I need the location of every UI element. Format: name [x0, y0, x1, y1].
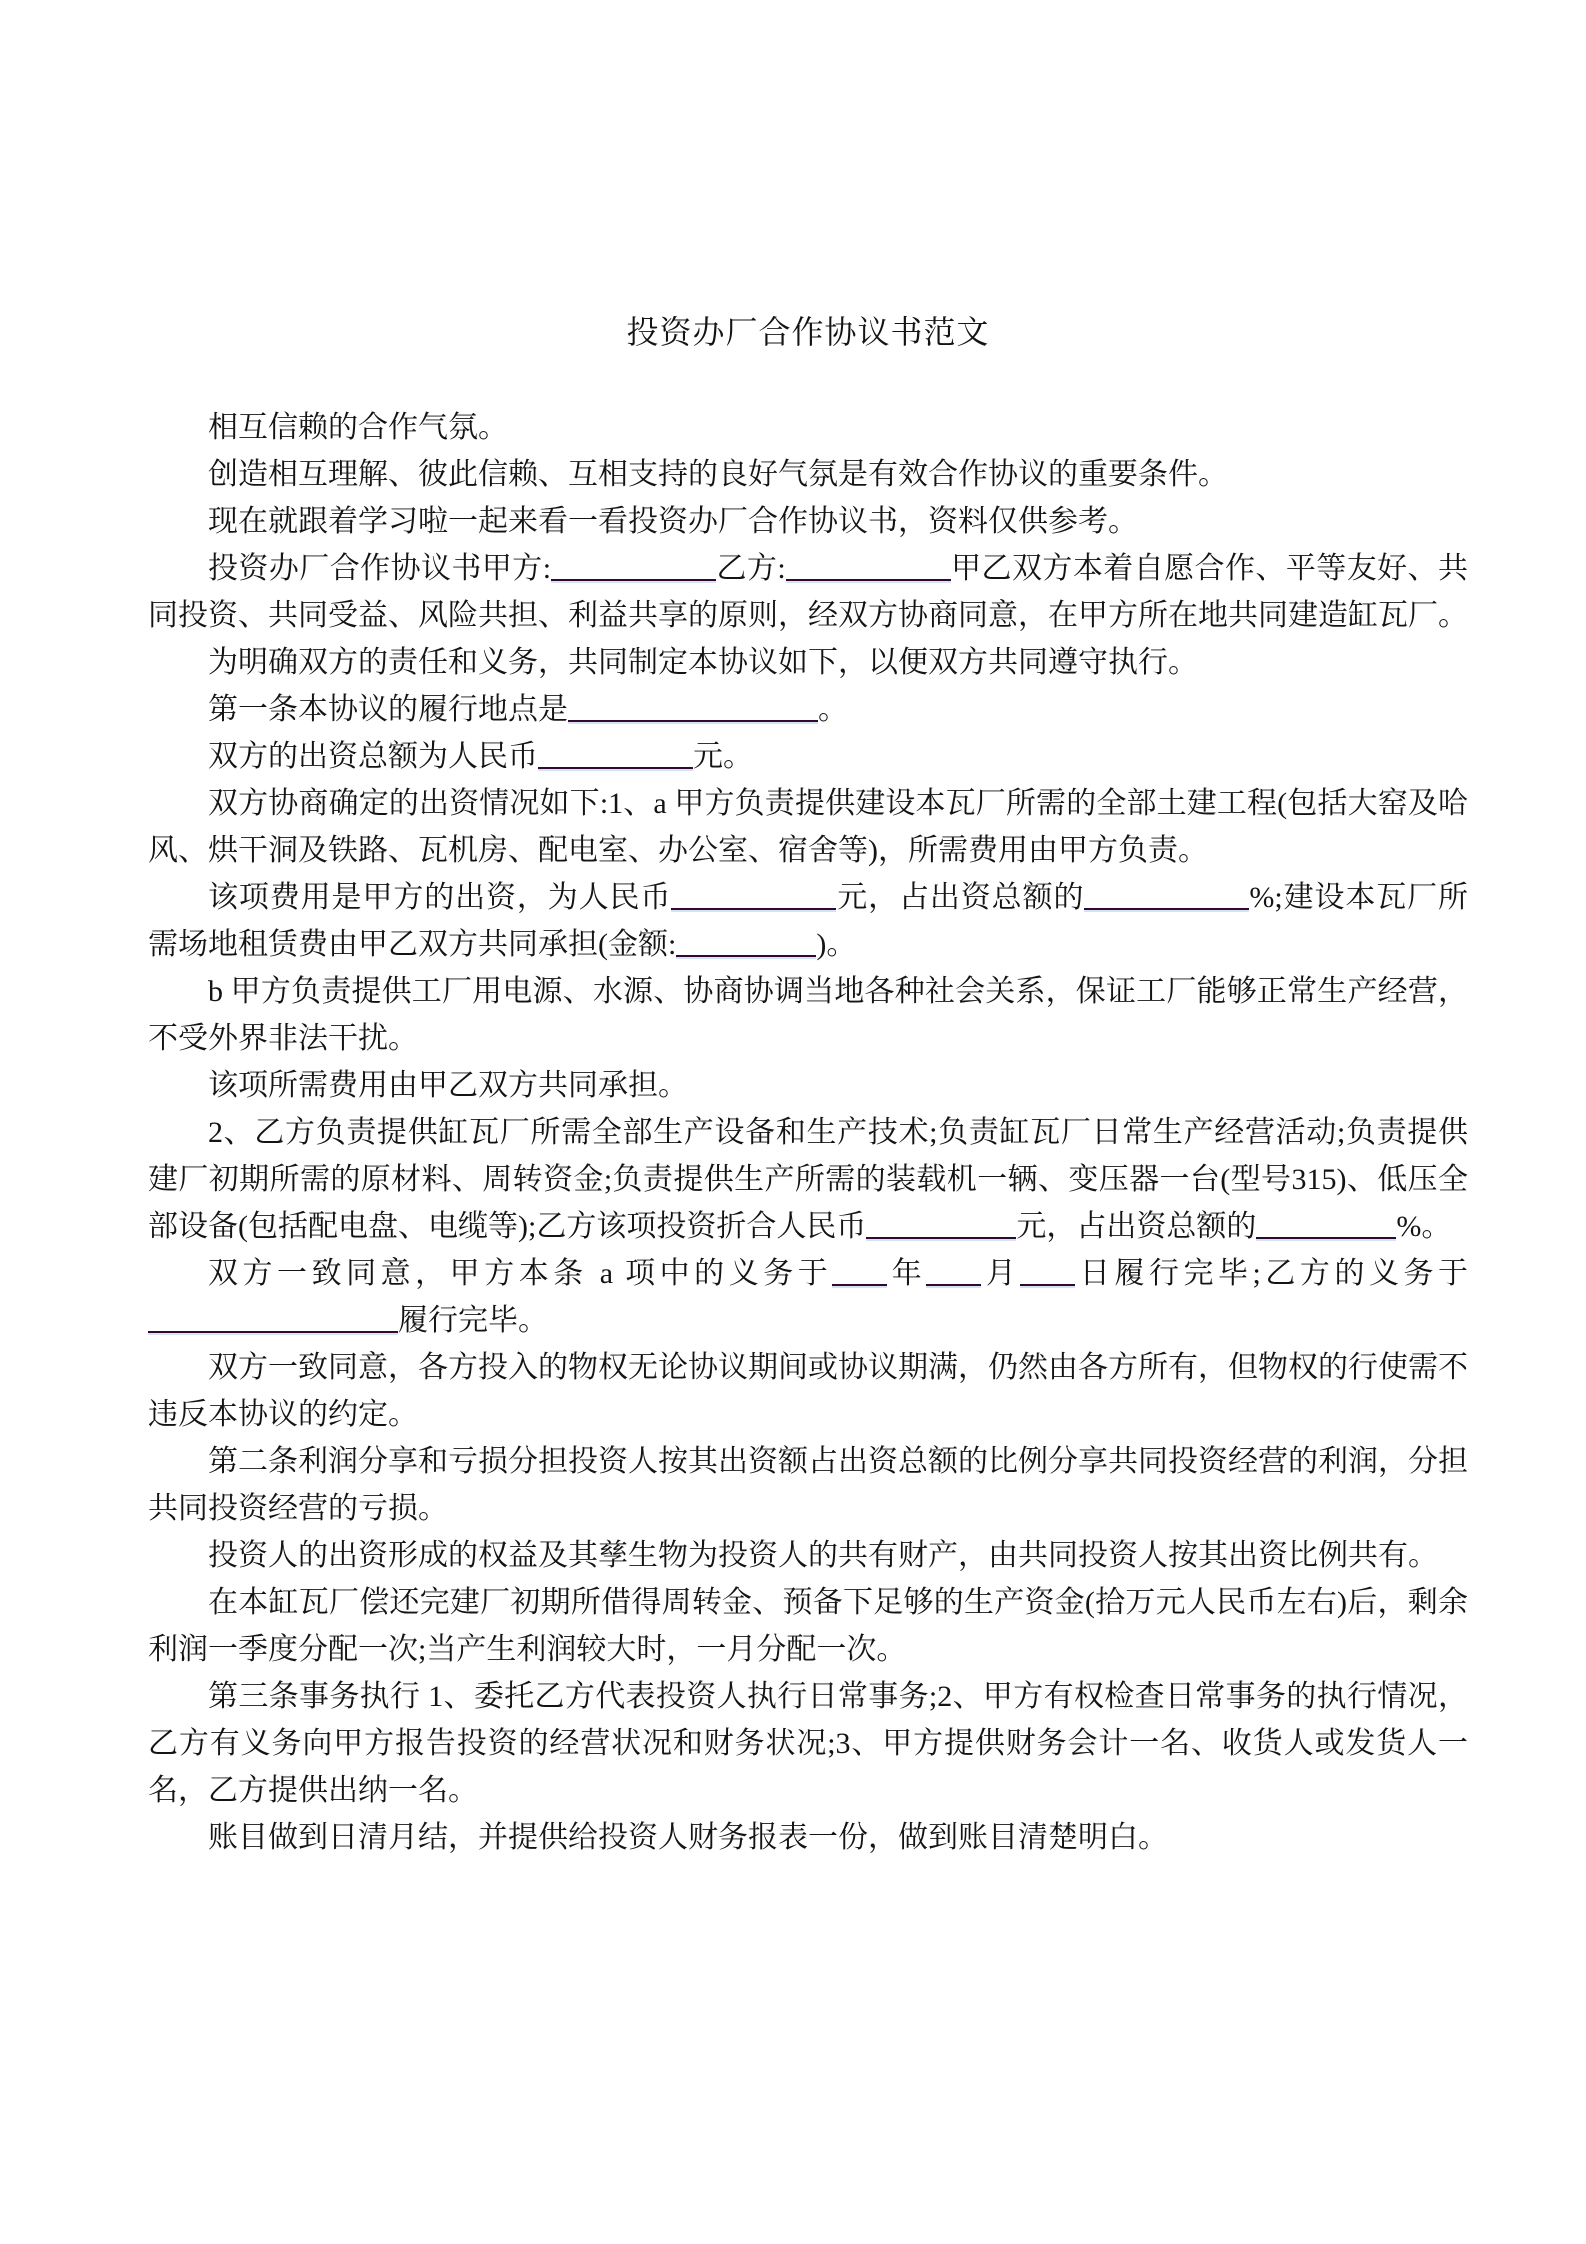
blank-underline-field [148, 1306, 398, 1334]
paragraph-text: 元，占出资总额的 [836, 881, 1085, 914]
paragraph-text: 在本缸瓦厂偿还完建厂初期所借得周转金、预备下足够的生产资金(拾万元人民币左右)后，剩余利润一季度分配一次;当产生利润较大时，一月分配一次。 [148, 1586, 1468, 1666]
blank-underline-field [1256, 1212, 1396, 1240]
blank-underline-field [786, 554, 951, 582]
paragraph [148, 1109, 1468, 1250]
paragraph-text: 相互信赖的合作气氛。 [208, 411, 508, 444]
paragraph [148, 874, 1468, 968]
paragraph-text: 元。 [693, 740, 753, 773]
paragraph-text: 年 [887, 1257, 927, 1290]
document-body [148, 404, 1468, 1861]
paragraph [148, 545, 1468, 639]
paragraph-text: 第一条本协议的履行地点是 [208, 693, 568, 726]
paragraph [148, 1250, 1468, 1344]
paragraph-text: 2、乙方负责提供缸瓦厂所需全部生产设备和生产技术;负责缸瓦厂日常生产经营活动;负责提供建厂初期所需的原材料、周转资金;负责提供生产所需的装载机一辆、变压器一台(型号315)、低压全部设备(包括配电盘、电缆等);乙方该项投资折合人民币 [148, 1116, 1468, 1243]
paragraph-text: 投资人的出资形成的权益及其孳生物为投资人的共有财产，由共同投资人按其出资比例共有。 [208, 1539, 1438, 1572]
paragraph-text: b 甲方负责提供工厂用电源、水源、协商协调当地各种社会关系，保证工厂能够正常生产经营，不受外界非法干扰。 [148, 975, 1468, 1055]
paragraph-text: 现在就跟着学习啦一起来看一看投资办厂合作协议书，资料仅供参考。 [208, 505, 1138, 538]
paragraph [148, 639, 1468, 686]
paragraph-text: 双方一致同意，各方投入的物权无论协议期间或协议期满，仍然由各方所有，但物权的行使需不违反本协议的约定。 [148, 1351, 1468, 1431]
paragraph-text: 投资办厂合作协议书甲方: [208, 552, 552, 585]
paragraph-text: 乙方: [716, 552, 786, 585]
paragraph [148, 1532, 1468, 1579]
paragraph-text: %。 [1396, 1210, 1452, 1243]
paragraph-text: 为明确双方的责任和义务，共同制定本协议如下，以便双方共同遵守执行。 [208, 646, 1198, 679]
paragraph-text: )。 [816, 928, 857, 961]
paragraph [148, 451, 1468, 498]
paragraph-text: 月 [981, 1257, 1021, 1290]
paragraph-text: 第三条事务执行 1、委托乙方代表投资人执行日常事务;2、甲方有权检查日常事务的执行情况，乙方有义务向甲方报告投资的经营状况和财务状况;3、甲方提供财务会计一名、收货人或发货人一名，乙方提供出纳一名。 [148, 1680, 1468, 1807]
paragraph-text: 账目做到日清月结，并提供给投资人财务报表一份，做到账目清楚明白。 [208, 1821, 1168, 1854]
paragraph-text: 第二条利润分享和亏损分担投资人按其出资额占出资总额的比例分享共同投资经营的利润，分担共同投资经营的亏损。 [148, 1445, 1468, 1525]
blank-underline-field [568, 695, 818, 723]
paragraph-text: 双方协商确定的出资情况如下:1、a 甲方负责提供建设本瓦厂所需的全部土建工程(包括大窑及哈风、烘干洞及铁路、瓦机房、配电室、办公室、宿舍等)，所需费用由甲方负责。 [148, 787, 1468, 867]
document-title: 投资办厂合作协议书范文 [626, 314, 990, 350]
paragraph [148, 404, 1468, 451]
paragraph-text: 日履行完毕;乙方的义务于 [1075, 1257, 1469, 1290]
paragraph-text: 双方的出资总额为人民币 [208, 740, 538, 773]
paragraph-text: 履行完毕。 [398, 1304, 548, 1337]
blank-underline-field [926, 1259, 981, 1287]
paragraph [148, 1814, 1468, 1861]
paragraph [148, 1438, 1468, 1532]
blank-underline-field [551, 554, 716, 582]
paragraph [148, 968, 1468, 1062]
blank-underline-field [671, 883, 836, 911]
paragraph-text: 元，占出资总额的 [1016, 1210, 1257, 1243]
blank-underline-field [832, 1259, 887, 1287]
paragraph [148, 733, 1468, 780]
paragraph [148, 1579, 1468, 1673]
paragraph-text: 创造相互理解、彼此信赖、互相支持的良好气氛是有效合作协议的重要条件。 [208, 458, 1228, 491]
paragraph-text: 甲乙双方本着自愿合作、平等友好、共同投资、共同受益、风险共担、利益共享的原则，经双方协商同意，在甲方所在地共同建造缸瓦厂。 [148, 552, 1468, 632]
blank-underline-field [676, 930, 816, 958]
paragraph [148, 498, 1468, 545]
paragraph [148, 1673, 1468, 1814]
blank-underline-field [1020, 1259, 1075, 1287]
paragraph [148, 1344, 1468, 1438]
paragraph-text: 。 [818, 693, 848, 726]
paragraph [148, 686, 1468, 733]
paragraph-text: %;建设本瓦厂所需场地租赁费由甲乙双方共同承担(金额: [148, 881, 1469, 961]
paragraph [148, 780, 1468, 874]
paragraph-text: 该项费用是甲方的出资，为人民币 [208, 881, 672, 914]
paragraph-text: 该项所需费用由甲乙双方共同承担。 [208, 1069, 688, 1102]
paragraph-text: 双方一致同意，甲方本条 a 项中的义务于 [208, 1257, 833, 1290]
blank-underline-field [538, 742, 693, 770]
blank-underline-field [866, 1212, 1016, 1240]
blank-underline-field [1084, 883, 1249, 911]
paragraph [148, 1062, 1468, 1109]
